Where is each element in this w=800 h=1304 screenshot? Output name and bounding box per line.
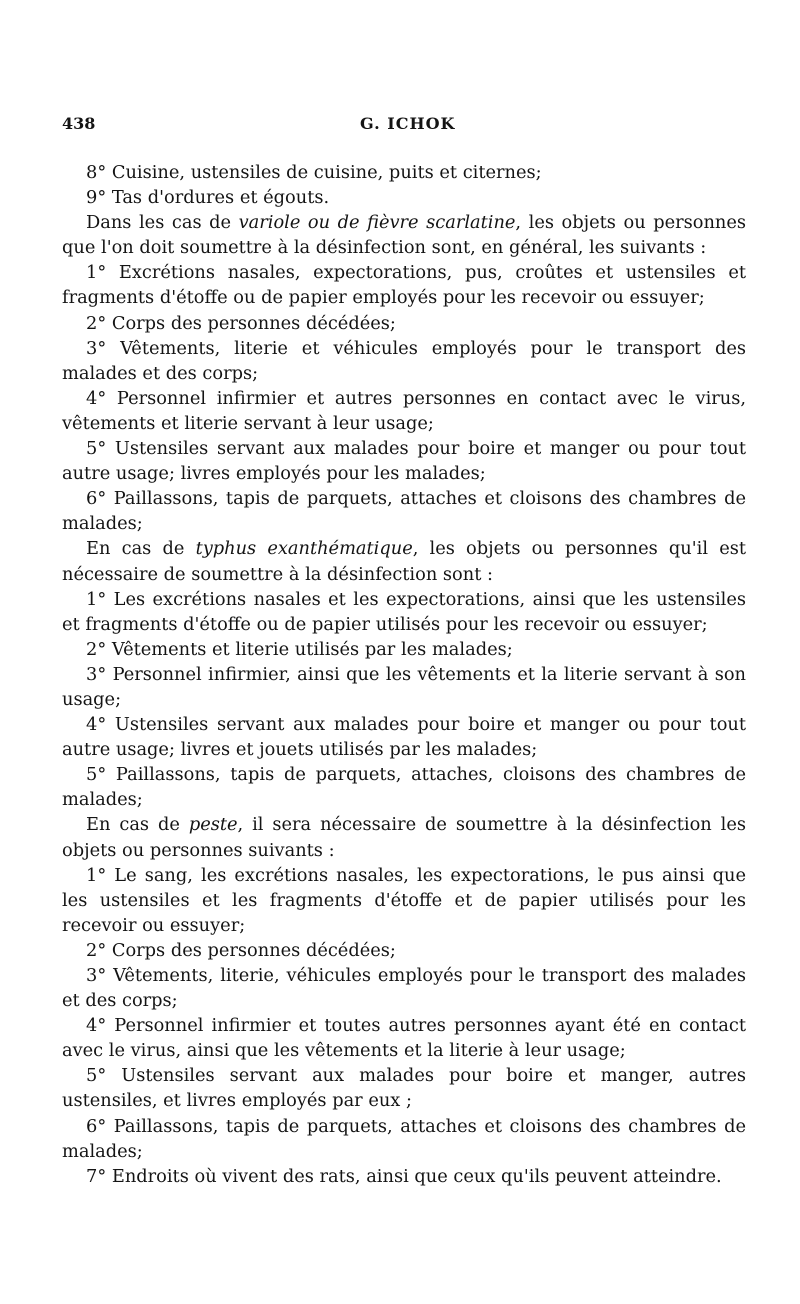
paragraph [62, 963, 746, 1013]
paragraph-text: 6° Paillassons, tapis de parquets, attaches et cloisons des chambres de malades; [62, 1115, 746, 1162]
paragraph-text: 6° Paillassons, tapis de parquets, attaches et cloisons des chambres de malades; [62, 488, 746, 535]
paragraph [62, 1013, 746, 1063]
paragraph-text: 7° Endroits où vivent des rats, ainsi que ceux qu'ils peuvent atteindre. [86, 1165, 722, 1187]
paragraph-text: 4° Personnel infirmier et autres personnes en contact avec le virus, vêtements et literie servant à leur usage; [62, 387, 746, 434]
paragraph [62, 812, 746, 862]
paragraph [62, 637, 746, 662]
paragraph-text: En cas de [86, 538, 196, 560]
italic-term: variole ou de fièvre scarlatine [238, 212, 516, 234]
paragraph [62, 210, 746, 260]
paragraph-text: 5° Ustensiles servant aux malades pour boire et manger, autres ustensiles, et livres employés par eux ; [62, 1065, 746, 1112]
paragraph-text: 1° Le sang, les excrétions nasales, les expectorations, le pus ainsi que les ustensiles et les fragments d'étoffe et de papier utilisés pour les recevoir ou essuyer; [62, 864, 746, 936]
paragraph [62, 386, 746, 436]
paragraph [62, 536, 746, 586]
paragraph [62, 662, 746, 712]
paragraph [62, 587, 746, 637]
running-head: G. ICHOK [360, 114, 456, 133]
paragraph [62, 336, 746, 386]
paragraph [62, 712, 746, 762]
paragraph [62, 486, 746, 536]
paragraph-text: 5° Ustensiles servant aux malades pour boire et manger ou pour tout autre usage; livres employés pour les malades; [62, 438, 746, 485]
paragraph-text: 3° Personnel infirmier, ainsi que les vêtements et la literie servant à son usage; [62, 663, 746, 710]
italic-term: peste [188, 814, 238, 836]
paragraph-text: 4° Ustensiles servant aux malades pour boire et manger ou pour tout autre usage; livres et jouets utilisés par les malades; [62, 714, 746, 761]
paragraph [62, 1164, 746, 1189]
paragraph-text: 4° Personnel infirmier et toutes autres personnes ayant été en contact avec le virus, ainsi que les vêtements et la literie à leur usage; [62, 1015, 746, 1062]
book-page [62, 114, 746, 1189]
paragraph-text: 3° Vêtements, literie, véhicules employés pour le transport des malades et des corps; [62, 965, 746, 1012]
paragraph [62, 1063, 746, 1113]
paragraph-text: Dans les cas de [86, 212, 239, 234]
paragraph-text: En cas de [86, 814, 189, 836]
paragraph-text: 8° Cuisine, ustensiles de cuisine, puits et citernes; [86, 162, 542, 183]
paragraph [62, 185, 746, 210]
italic-term: typhus exanthématique [195, 538, 413, 560]
paragraph-text: , il sera nécessaire de soumettre à la désinfection les objets ou personnes suivants : [62, 814, 746, 861]
paragraph-text: 3° Vêtements, literie et véhicules employés pour le transport des malades et des corps; [62, 337, 746, 384]
paragraph [62, 762, 746, 812]
paragraph [62, 938, 746, 963]
paragraph-text: 2° Corps des personnes décédées; [86, 939, 396, 961]
paragraph-text: 9° Tas d'ordures et égouts. [86, 187, 330, 209]
paragraph-text: 2° Corps des personnes décédées; [86, 312, 396, 334]
paragraph-text: 1° Les excrétions nasales et les expectorations, ainsi que les ustensiles et fragments d'étoffe ou de papier utilisés pour les recevoir ou essuyer; [62, 588, 746, 635]
page-header [62, 114, 746, 144]
paragraph-text: , les objets ou personnes qu'il est nécessaire de soumettre à la désinfection sont : [62, 538, 746, 585]
paragraph [62, 260, 746, 310]
paragraph-text: , les objets ou personnes que l'on doit soumettre à la désinfection sont, en général, les suivants : [62, 212, 747, 259]
paragraph [62, 160, 746, 185]
paragraph [62, 311, 746, 336]
paragraph [62, 436, 746, 486]
page-number: 438 [62, 114, 96, 133]
paragraph-text: 1° Excrétions nasales, expectorations, pus, croûtes et ustensiles et fragments d'étoffe ou de papier employés pour les recevoir ou essuyer; [62, 262, 746, 309]
paragraph [62, 1114, 746, 1164]
paragraph [62, 863, 746, 938]
paragraph-text: 5° Paillassons, tapis de parquets, attaches, cloisons des chambres de malades; [62, 764, 746, 811]
body-text [62, 160, 746, 1189]
paragraph-text: 2° Vêtements et literie utilisés par les malades; [86, 638, 513, 660]
